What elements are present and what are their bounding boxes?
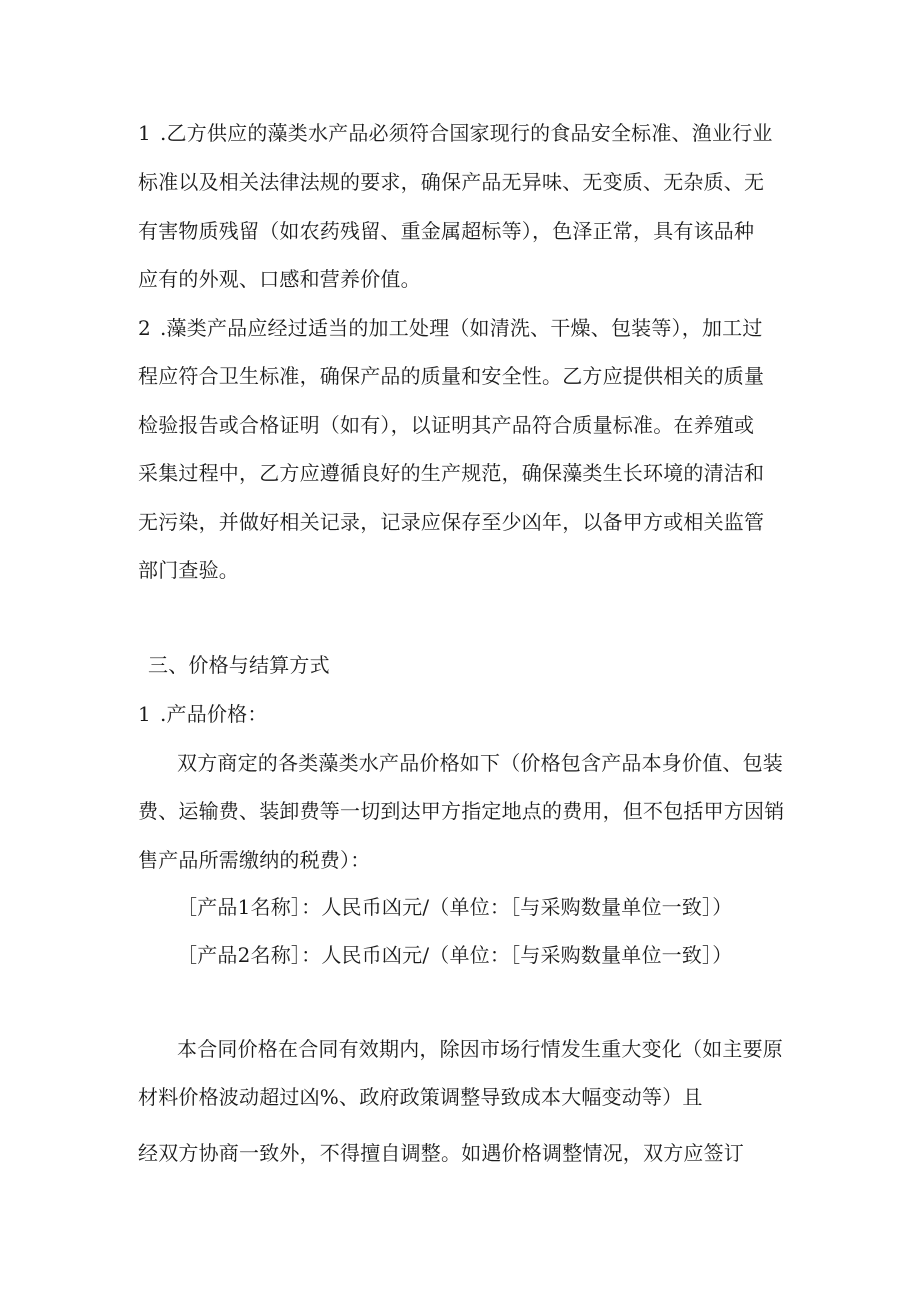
item2-line-1: 2 .藻类产品应经过适当的加工处理（如清洗、干燥、包装等），加工过 [138,313,763,343]
item1-line-4: 应有的外观、口感和营养价值。 [138,267,421,291]
intro-line-3: 售产品所需缴纳的税费）： [138,848,371,872]
item1-line-2: 标准以及相关法律法规的要求，确保产品无异味、无变质、无杂质、无 [138,170,765,194]
item2-line-6: 部门查验。 [138,558,239,582]
item2-line-5: 无污染，并做好相关记录，记录应保存至少凶年，以备甲方或相关监管 [138,510,765,534]
section3-heading: 三、价格与结算方式 [148,653,330,677]
intro-line-1: 双方商定的各类藻类水产品价格如下（价格包含产品本身价值、包装 [177,751,783,775]
product-price-2: ［产品2名称］：人民币凶元/（单位：［与采购数量单位一致］） [177,943,733,967]
adjust-line-2: 材料价格波动超过凶%、政府政策调整导致成本大幅变动等）且 [138,1085,703,1109]
item2-number: 2 [138,316,151,340]
adjust-line-1: 本合同价格在合同有效期内，除因市场行情发生重大变化（如主要原 [177,1037,783,1061]
item1-line-1: 1 .乙方供应的藻类水产品必须符合国家现行的食品安全标准、渔业行业 [138,118,773,148]
section3-item1-number: 1 [138,702,151,726]
section3-item1-label: 1 .产品价格： [138,699,268,729]
item1-number: 1 [138,121,151,145]
item1-line-3: 有害物质残留（如农药残留、重金属超标等），色泽正常，具有该品种 [138,219,755,243]
intro-line-2: 费、运输费、装卸费等一切到达甲方指定地点的费用，但不包括甲方因销 [138,799,785,823]
item2-line-2: 程应符合卫生标准，确保产品的质量和安全性。乙方应提供相关的质量 [138,364,765,388]
adjust-line-3: 经双方协商一致外，不得擅自调整。如遇价格调整情况，双方应签订 [138,1141,744,1165]
item2-line-4: 采集过程中，乙方应遵循良好的生产规范，确保藻类生长环境的清洁和 [138,461,765,485]
product-price-1: ［产品1名称］：人民币凶元/（单位：［与采购数量单位一致］） [177,895,733,919]
item2-line-3: 检验报告或合格证明（如有），以证明其产品符合质量标准。在养殖或 [138,413,755,437]
